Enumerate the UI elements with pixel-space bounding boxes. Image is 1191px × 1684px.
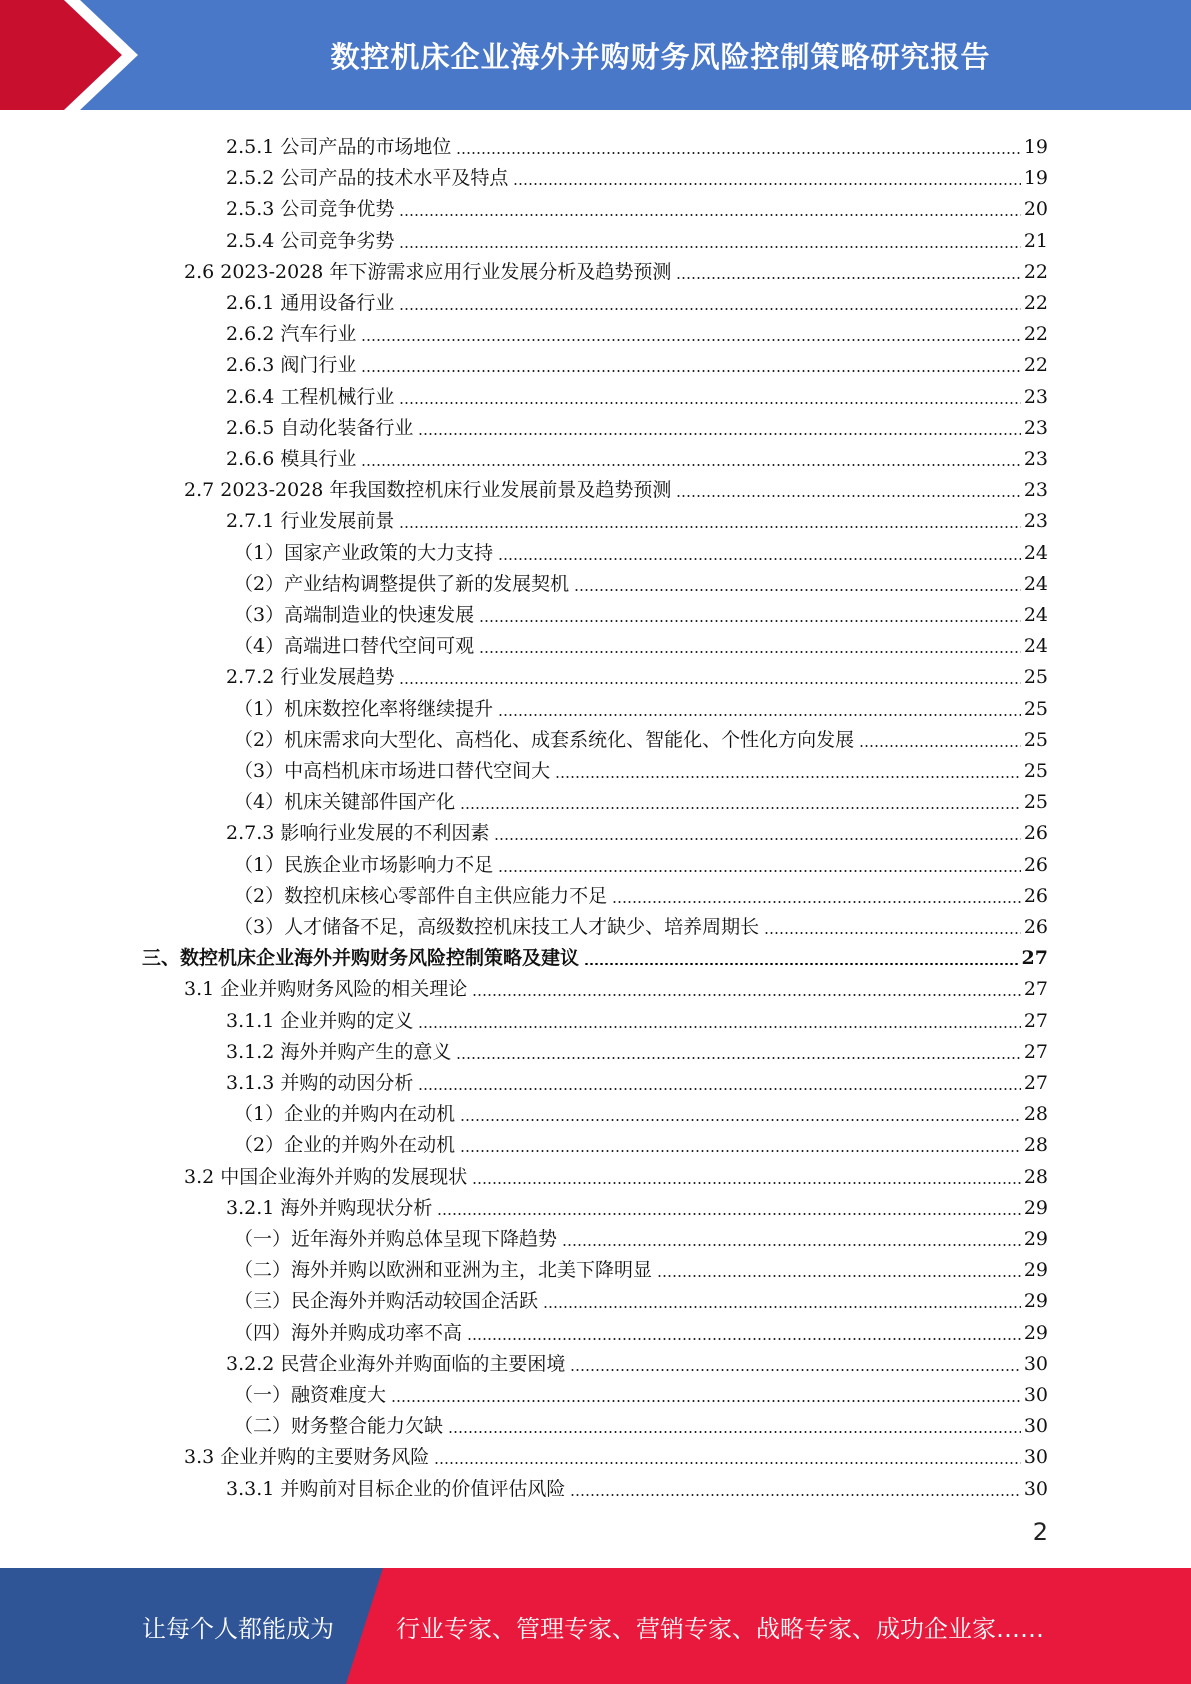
- toc-dot-leader: [574, 589, 1021, 591]
- toc-dot-leader: [448, 1431, 1021, 1433]
- toc-entry[interactable]: [184, 970, 1048, 1001]
- toc-entry-title: 2.6.1 通用设备行业: [226, 292, 395, 314]
- toc-dot-leader: [498, 714, 1021, 716]
- toc-dot-leader: [467, 1338, 1021, 1340]
- toc-entry-title: 2.6.3 阀门行业: [226, 354, 357, 376]
- toc-entry-page: 25: [1023, 760, 1048, 782]
- toc-entry-page: 26: [1023, 854, 1048, 876]
- toc-entry-page: 29: [1023, 1290, 1048, 1312]
- toc-entry-title: （4）高端进口替代空间可观: [234, 635, 475, 657]
- toc-dot-leader: [399, 526, 1020, 528]
- toc-entry-page: 22: [1023, 261, 1048, 283]
- toc-entry-page: 23: [1023, 510, 1048, 532]
- toc-dot-leader: [584, 963, 1019, 965]
- toc-entry[interactable]: [234, 908, 1048, 939]
- toc-entry-title: （一）近年海外并购总体呈现下降趋势: [234, 1228, 558, 1250]
- toc-entry-title: （一）融资难度大: [234, 1384, 387, 1406]
- toc-entry[interactable]: [234, 690, 1048, 721]
- toc-entry-title: （三）民企海外并购活动较国企活跃: [234, 1290, 539, 1312]
- toc-entry-page: 30: [1023, 1446, 1048, 1468]
- toc-entry-page: 24: [1023, 604, 1048, 626]
- toc-entry[interactable]: [234, 596, 1048, 627]
- toc-entry[interactable]: [234, 846, 1048, 877]
- toc-dot-leader: [676, 277, 1020, 279]
- toc-dot-leader: [479, 620, 1021, 622]
- toc-entry-page: 29: [1023, 1322, 1048, 1344]
- toc-dot-leader: [562, 1244, 1021, 1246]
- toc-entry-page: 28: [1023, 1103, 1048, 1125]
- toc-entry-page: 22: [1023, 292, 1048, 314]
- toc-dot-leader: [456, 152, 1020, 154]
- toc-dot-leader: [498, 558, 1021, 560]
- footer-slogan-left: 让每个人都能成为: [142, 1614, 334, 1643]
- footer-slogan-right: 行业专家、管理专家、营销专家、战略专家、成功企业家……: [396, 1614, 1044, 1643]
- toc-entry[interactable]: [234, 1282, 1048, 1313]
- toc-entry[interactable]: [226, 378, 1048, 409]
- toc-entry[interactable]: [226, 814, 1048, 845]
- toc-entry-title: 2.6.6 模具行业: [226, 448, 357, 470]
- toc-entry[interactable]: [226, 284, 1048, 315]
- toc-dot-leader: [418, 1088, 1020, 1090]
- toc-dot-leader: [361, 370, 1020, 372]
- toc-entry-title: （2）数控机床核心零部件自主供应能力不足: [234, 885, 608, 907]
- toc-entry-title: 2.5.4 公司竞争劣势: [226, 230, 395, 252]
- toc-entry[interactable]: [234, 627, 1048, 658]
- toc-entry-page: 25: [1023, 666, 1048, 688]
- toc-entry-page: 22: [1023, 323, 1048, 345]
- footer-banner: [0, 1568, 1191, 1684]
- toc-dot-leader: [570, 1494, 1020, 1496]
- toc-dot-leader: [399, 402, 1020, 404]
- toc-entry[interactable]: [226, 440, 1048, 471]
- toc-entry-page: 28: [1023, 1134, 1048, 1156]
- report-title: 数控机床企业海外并购财务风险控制策略研究报告: [330, 39, 991, 74]
- toc-entry[interactable]: [234, 1251, 1048, 1282]
- toc-entry[interactable]: [226, 409, 1048, 440]
- toc-entry-page: 24: [1023, 635, 1048, 657]
- toc-entry[interactable]: [234, 534, 1048, 565]
- toc-entry-page: 27: [1023, 1072, 1048, 1094]
- toc-entry-title: （4）机床关键部件国产化: [234, 791, 456, 813]
- toc-entry-page: 20: [1023, 198, 1048, 220]
- toc-dot-leader: [764, 932, 1021, 934]
- toc-dot-leader: [460, 807, 1021, 809]
- toc-entry-title: （2）企业的并购外在动机: [234, 1134, 456, 1156]
- toc-entry-title: （二）海外并购以欧洲和亚洲为主，北美下降明显: [234, 1259, 653, 1281]
- toc-entry[interactable]: [234, 1314, 1048, 1345]
- toc-entry-title: 三、数控机床企业海外并购财务风险控制策略及建议: [142, 947, 580, 969]
- toc-entry[interactable]: [226, 159, 1048, 190]
- toc-entry[interactable]: [226, 1345, 1048, 1376]
- toc-dot-leader: [570, 1369, 1020, 1371]
- header-chevron-icon: [0, 0, 160, 110]
- toc-dot-leader: [399, 214, 1020, 216]
- toc-entry-page: 30: [1023, 1415, 1048, 1437]
- toc-entry-page: 24: [1023, 542, 1048, 564]
- toc-entry[interactable]: [226, 1064, 1048, 1095]
- toc-entry-page: 25: [1023, 698, 1048, 720]
- toc-entry[interactable]: [184, 471, 1048, 502]
- toc-entry-title: 2.7 2023-2028 年我国数控机床行业发展前景及趋势预测: [184, 479, 672, 501]
- toc-dot-leader: [391, 1400, 1021, 1402]
- toc-dot-leader: [543, 1306, 1021, 1308]
- toc-entry-title: 3.1.2 海外并购产生的意义: [226, 1041, 452, 1063]
- toc-entry[interactable]: [226, 1033, 1048, 1064]
- toc-entry[interactable]: [184, 1438, 1048, 1469]
- toc-entry-page: 30: [1023, 1384, 1048, 1406]
- toc-entry-title: （3）人才储备不足，高级数控机床技工人才缺少、培养周期长: [234, 916, 760, 938]
- toc-entry-page: 29: [1023, 1259, 1048, 1281]
- toc-entry-title: 3.3 企业并购的主要财务风险: [184, 1446, 430, 1468]
- toc-dot-leader: [399, 308, 1020, 310]
- toc-entry[interactable]: [234, 565, 1048, 596]
- toc-dot-leader: [612, 901, 1021, 903]
- toc-entry-page: 21: [1023, 230, 1048, 252]
- toc-entry-page: 29: [1023, 1228, 1048, 1250]
- toc-entry-title: （1）企业的并购内在动机: [234, 1103, 456, 1125]
- toc-entry-page: 27: [1023, 1041, 1048, 1063]
- toc-entry-page: 23: [1023, 448, 1048, 470]
- toc-entry-page: 26: [1023, 822, 1048, 844]
- toc-entry[interactable]: [234, 1376, 1048, 1407]
- toc-entry-title: （四）海外并购成功率不高: [234, 1322, 463, 1344]
- toc-entry-title: 2.5.1 公司产品的市场地位: [226, 136, 452, 158]
- toc-entry-title: 2.6 2023-2028 年下游需求应用行业发展分析及趋势预测: [184, 261, 672, 283]
- toc-entry-page: 29: [1023, 1197, 1048, 1219]
- page-number: 2: [1032, 1518, 1048, 1546]
- toc-entry[interactable]: [226, 128, 1048, 159]
- toc-entry[interactable]: [184, 1158, 1048, 1189]
- toc-entry-page: 25: [1023, 791, 1048, 813]
- toc-entry[interactable]: [226, 1470, 1048, 1501]
- header-bar: [0, 0, 1191, 110]
- toc-entry-title: 2.7.2 行业发展趋势: [226, 666, 395, 688]
- toc-dot-leader: [460, 1119, 1021, 1121]
- toc-entry-page: 24: [1023, 573, 1048, 595]
- toc-entry[interactable]: [142, 939, 1048, 970]
- toc-dot-leader: [456, 1057, 1020, 1059]
- toc-dot-leader: [479, 651, 1021, 653]
- toc-entry-title: 3.3.1 并购前对目标企业的价值评估风险: [226, 1478, 566, 1500]
- toc-dot-leader: [399, 246, 1020, 248]
- toc-entry-title: （二）财务整合能力欠缺: [234, 1415, 444, 1437]
- toc-entry-page: 26: [1023, 885, 1048, 907]
- toc-dot-leader: [418, 433, 1020, 435]
- toc-entry-title: 3.1 企业并购财务风险的相关理论: [184, 978, 468, 1000]
- toc-entry-title: （3）高端制造业的快速发展: [234, 604, 475, 626]
- toc-entry-page: 23: [1023, 479, 1048, 501]
- toc-dot-leader: [494, 838, 1020, 840]
- toc-entry-title: （1）国家产业政策的大力支持: [234, 542, 494, 564]
- toc-entry-title: 3.1.1 企业并购的定义: [226, 1010, 414, 1032]
- toc-entry-title: （3）中高档机床市场进口替代空间大: [234, 760, 551, 782]
- toc-entry[interactable]: [184, 253, 1048, 284]
- toc-entry-page: 27: [1023, 1010, 1048, 1032]
- toc-entry-title: 3.2 中国企业海外并购的发展现状: [184, 1166, 468, 1188]
- toc-entry-page: 25: [1023, 729, 1048, 751]
- toc-entry-page: 28: [1023, 1166, 1048, 1188]
- toc-entry-page: 19: [1023, 167, 1048, 189]
- toc-dot-leader: [498, 870, 1021, 872]
- toc-entry-title: 2.6.4 工程机械行业: [226, 386, 395, 408]
- toc-dot-leader: [657, 1275, 1021, 1277]
- toc-entry-page: 23: [1023, 386, 1048, 408]
- toc-entry[interactable]: [234, 1126, 1048, 1157]
- toc-entry[interactable]: [226, 346, 1048, 377]
- toc-dot-leader: [676, 495, 1020, 497]
- toc-entry-title: （1）机床数控化率将继续提升: [234, 698, 494, 720]
- toc-entry-title: （2）机床需求向大型化、高档化、成套系统化、智能化、个性化方向发展: [234, 729, 855, 751]
- toc-entry-page: 30: [1023, 1353, 1048, 1375]
- toc-entry[interactable]: [226, 658, 1048, 689]
- toc-dot-leader: [399, 682, 1020, 684]
- toc-entry[interactable]: [226, 1189, 1048, 1220]
- toc-entry[interactable]: [226, 1002, 1048, 1033]
- toc-entry-title: 2.6.2 汽车行业: [226, 323, 357, 345]
- toc-entry-title: （1）民族企业市场影响力不足: [234, 854, 494, 876]
- toc-entry-page: 19: [1023, 136, 1048, 158]
- toc-entry-page: 22: [1023, 354, 1048, 376]
- toc-entry[interactable]: [234, 752, 1048, 783]
- toc-entry-title: 3.2.2 民营企业海外并购面临的主要困境: [226, 1353, 566, 1375]
- toc-entry-page: 27: [1023, 978, 1048, 1000]
- toc-entry-title: 2.6.5 自动化装备行业: [226, 417, 414, 439]
- toc-entry[interactable]: [234, 783, 1048, 814]
- toc-entry-page: 23: [1023, 417, 1048, 439]
- toc-dot-leader: [513, 183, 1020, 185]
- toc-entry-title: 3.2.1 海外并购现状分析: [226, 1197, 433, 1219]
- toc-entry[interactable]: [234, 1407, 1048, 1438]
- toc-dot-leader: [859, 745, 1021, 747]
- toc-entry-title: 2.5.3 公司竞争优势: [226, 198, 395, 220]
- toc-entry-page: 30: [1023, 1478, 1048, 1500]
- toc-entry-title: 2.5.2 公司产品的技术水平及特点: [226, 167, 509, 189]
- toc-dot-leader: [460, 1150, 1021, 1152]
- toc-dot-leader: [434, 1462, 1021, 1464]
- toc-entry[interactable]: [226, 190, 1048, 221]
- toc-entry[interactable]: [234, 1095, 1048, 1126]
- toc-dot-leader: [555, 776, 1021, 778]
- toc-entry-title: 3.1.3 并购的动因分析: [226, 1072, 414, 1094]
- toc-entry-page: 27: [1021, 947, 1048, 969]
- toc-dot-leader: [361, 464, 1020, 466]
- toc-entry[interactable]: [234, 877, 1048, 908]
- toc-entry[interactable]: [226, 222, 1048, 253]
- toc-dot-leader: [437, 1213, 1020, 1215]
- toc-entry[interactable]: [226, 315, 1048, 346]
- toc-entry-title: 2.7.1 行业发展前景: [226, 510, 395, 532]
- toc-entry[interactable]: [234, 1220, 1048, 1251]
- toc-entry-title: （2）产业结构调整提供了新的发展契机: [234, 573, 570, 595]
- toc-dot-leader: [472, 1182, 1021, 1184]
- toc-entry[interactable]: [226, 502, 1048, 533]
- toc-dot-leader: [472, 994, 1021, 996]
- toc-dot-leader: [361, 339, 1020, 341]
- toc-entry[interactable]: [234, 721, 1048, 752]
- toc-entry-title: 2.7.3 影响行业发展的不利因素: [226, 822, 490, 844]
- toc-dot-leader: [418, 1026, 1020, 1028]
- toc-entry-page: 26: [1023, 916, 1048, 938]
